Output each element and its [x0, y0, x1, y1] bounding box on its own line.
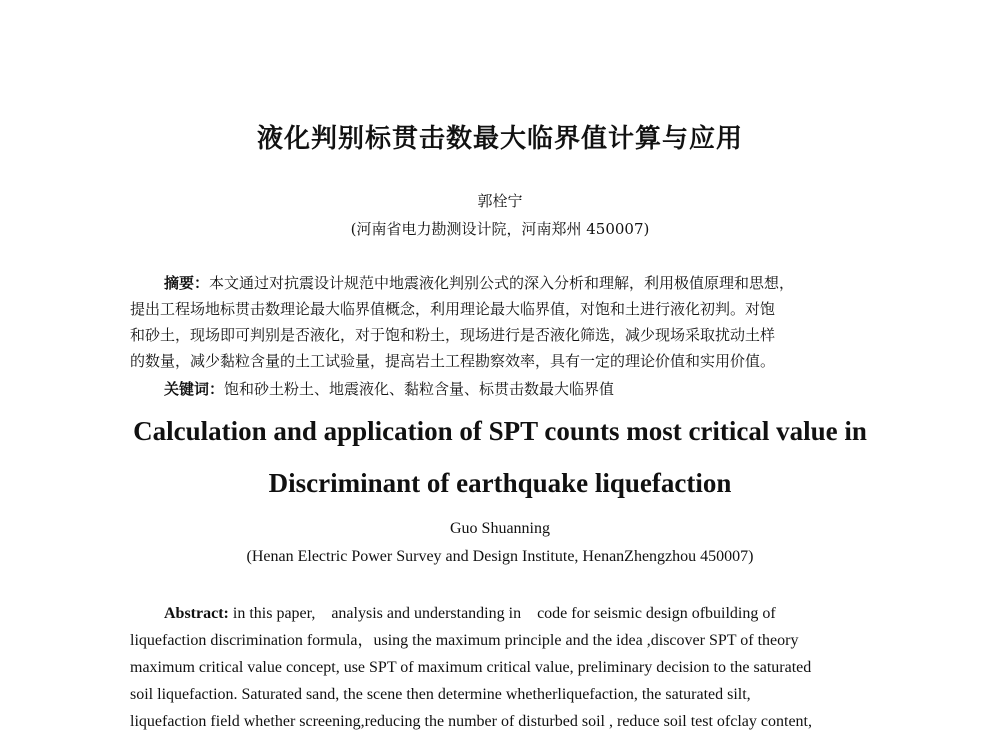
english-abstract-line: liquefaction field whether screening,reducing the number of disturbed soil , reduce soil test ofclay content, [130, 713, 812, 730]
chinese-keywords [164, 378, 614, 399]
chinese-abstract-line: 和砂土，现场即可判别是否液化，对于饱和粉土，现场进行是否液化筛选，减少现场采取扰动土样 [130, 326, 776, 344]
english-abstract-line: liquefaction discrimination formula，using the maximum principle and the idea ,discover SPT of theory [130, 632, 799, 649]
english-abstract-line [130, 600, 890, 627]
chinese-keywords-text: 饱和砂土粉土、地震液化、黏粒含量、标贯击数最大临界值 [224, 380, 615, 398]
chinese-affiliation: (河南省电力勘测设计院，河南郑州 450007) [350, 220, 650, 238]
english-affiliation: (Henan Electric Power Survey and Design Institute, HenanZhengzhou 450007) [246, 548, 754, 565]
english-author: Guo Shuanning [450, 520, 550, 537]
english-abstract-text: in this paper, analysis and understanding in code for seismic design ofbuilding of [228, 605, 776, 622]
chinese-abstract-text: 本文通过对抗震设计规范中地震液化判别公式的深入分析和理解，利用极值原理和思想， [209, 274, 795, 292]
chinese-keywords-label: 关键词： [164, 380, 225, 398]
english-abstract-line: soil liquefaction. Saturated sand, the scene then determine whetherliquefaction, the saturated silt, [130, 686, 751, 703]
chinese-abstract [130, 270, 890, 374]
english-abstract-label: Abstract: [164, 605, 229, 622]
english-title-line-2: Discriminant of earthquake liquefaction [268, 468, 732, 498]
chinese-abstract-line [130, 270, 890, 296]
chinese-abstract-line: 提出工程场地标贯击数理论最大临界值概念，利用理论最大临界值，对饱和土进行液化初判。对饱 [130, 300, 776, 318]
chinese-abstract-line: 的数量，减少黏粒含量的土工试验量，提高岩土工程勘察效率，具有一定的理论价值和实用价值。 [130, 352, 776, 370]
chinese-title: 液化判别标贯击数最大临界值计算与应用 [256, 124, 743, 154]
english-abstract [130, 600, 890, 735]
chinese-abstract-label: 摘要： [164, 274, 210, 292]
english-abstract-line: maximum critical value concept, use SPT of maximum critical value, preliminary decision to the saturated [130, 659, 812, 676]
english-title-line-1: Calculation and application of SPT counts most critical value in [133, 416, 867, 446]
chinese-author: 郭栓宁 [477, 192, 523, 210]
